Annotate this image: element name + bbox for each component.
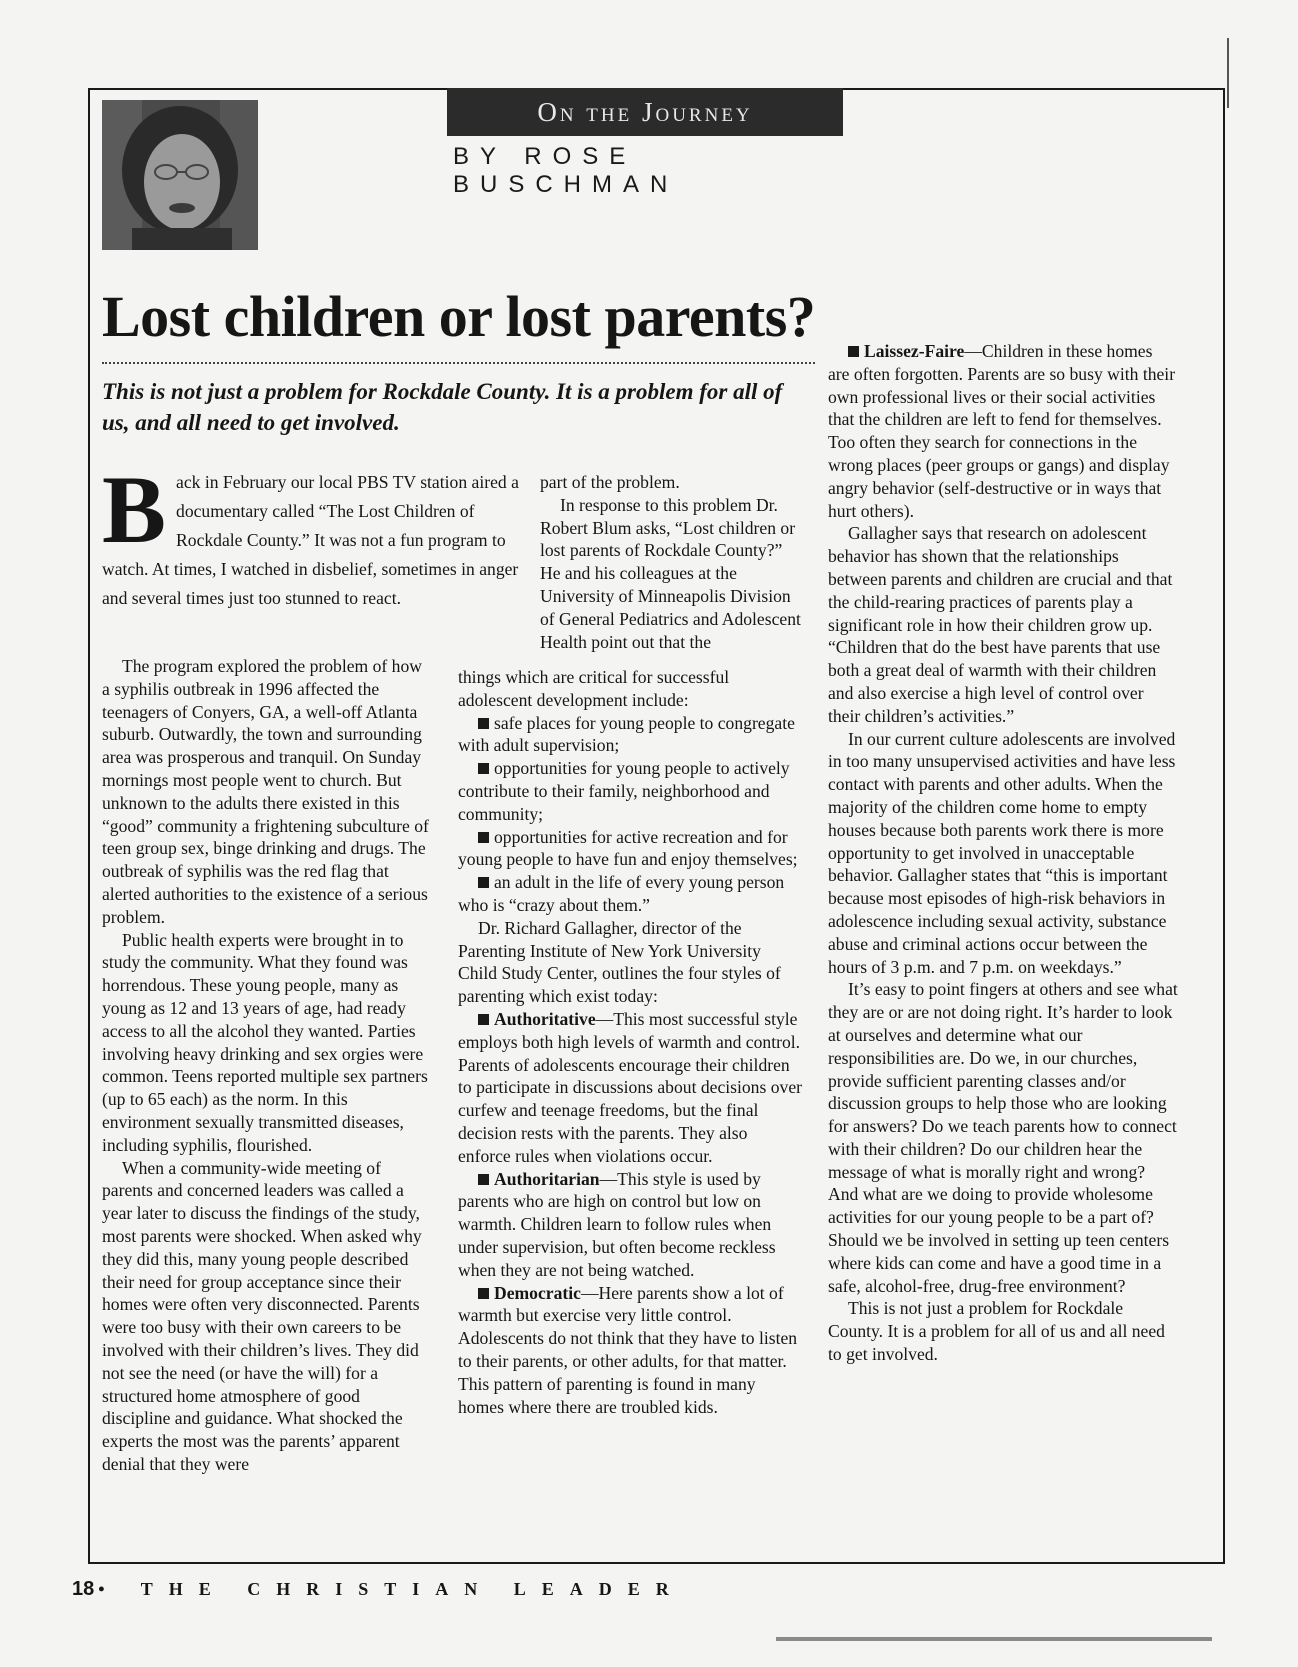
- paragraph: part of the problem.: [540, 472, 680, 492]
- paragraph: In response to this problem Dr. Robert Blum asks, “Lost children or lost parents of Rockdale County?” He and his colleagues at the University of Minneapolis Division of General Pediatrics and Adolescent Health point out that the: [540, 494, 801, 652]
- square-bullet-icon: [478, 1014, 489, 1025]
- square-bullet-icon: [478, 832, 489, 843]
- page-footer: [72, 1578, 685, 1601]
- author-photo: [102, 100, 258, 250]
- column-1: [102, 655, 430, 1476]
- scan-edge-line: [1227, 38, 1229, 108]
- square-bullet-icon: [478, 718, 489, 729]
- paragraph: Gallagher says that research on adolescent behavior has shown that the relationships between parents and children are crucial and that the child-rearing practices of parents play a significant role in how their children grow up. “Children that do the best have parents that use both a great deal of warmth with their children and also exercise a high level of control over their children’s activities.”: [828, 523, 1173, 726]
- page-number: 18: [72, 1578, 95, 1600]
- footer-separator: •: [98, 1579, 121, 1599]
- bullet-item: opportunities for active recreation and for young people to have fun and enjoy themselves;: [458, 826, 798, 870]
- style-item: Laissez-Faire—Children in these homes are often forgotten. Parents are so busy with their own professional lives or their social activities that the children are left to fend for themselves. Too often they search for connections in the wrong places (peer groups or gangs) and display angry behavior (self-destructive or in ways that hurt others).: [828, 341, 1176, 521]
- headline: Lost children or lost parents?: [102, 284, 816, 349]
- dotted-divider: [102, 362, 815, 364]
- column-2: [458, 666, 803, 1418]
- paragraph: This is not just a problem for Rockdale County. It is a problem for all of us and all need to get involved.: [828, 1298, 1165, 1365]
- paragraph: In our current culture adolescents are involved in too many unsupervised activities and have less contact with parents and other adults. When the majority of the children come home to empty houses because both parents work there is more opportunity to get involved in unacceptable behavior. Gallagher states that “this is important because most episodes of high-risk behaviors in adolescence including sexual activity, substance abuse and criminal actions occur between the hours of 3 p.m. and 7 p.m. on weekdays.”: [828, 728, 1176, 977]
- lead-paragraph: [102, 456, 532, 613]
- column-3: [828, 340, 1178, 1366]
- paragraph: It’s easy to point fingers at others and see what they are or are not doing right. It’s harder to look at ourselves and determine what our responsibilities are. Do we, in our churches, provide sufficient parenting classes and/or discussion groups to help those who are looking for answers? Do we teach parents how to connect with their children? Do our children hear the message of what is morally right and wrong? And what are we doing to provide wholesome activities for our young people to be a part of? Should we be involved in setting up teen centers where kids can come and have a good time in a safe, alcohol-free, drug-free environment?: [828, 979, 1178, 1296]
- style-item: Authoritative—This most successful style employs both high levels of warmth and control. Parents of adolescents encourage their children to participate in discussions about decisions over curfew and teenage freedoms, but the final decision rests with the parents. They also enforce rules when violations occur.: [458, 1008, 802, 1166]
- drop-cap: B: [102, 456, 167, 563]
- paragraph: The program explored the problem of how a syphilis outbreak in 1996 affected the teenagers of Conyers, GA, a well-off Atlanta suburb. Outwardly, the town and surrounding area was prosperous and tranquil. On Sunday mornings most people went to church. But unknown to the adults there existed in this “good” community a frightening subculture of teen group sex, binge drinking and drugs. The outbreak of syphilis was the red flag that alerted authorities to the existence of a serious problem.: [102, 656, 429, 927]
- paragraph: Dr. Richard Gallagher, director of the Parenting Institute of New York University Child Study Center, outlines the four styles of parenting which exist today:: [458, 917, 781, 1007]
- square-bullet-icon: [478, 763, 489, 774]
- bullet-item: an adult in the life of every young person who is “crazy about them.”: [458, 872, 785, 915]
- scan-bottom-line: [776, 1637, 1212, 1641]
- square-bullet-icon: [478, 1288, 489, 1299]
- square-bullet-icon: [478, 1174, 489, 1185]
- square-bullet-icon: [848, 346, 859, 357]
- byline: BY ROSE BUSCHMAN: [453, 143, 679, 198]
- column-2-top: [540, 471, 802, 653]
- column-banner: On the Journey: [447, 88, 843, 136]
- style-item: Democratic—Here parents show a lot of warmth but exercise very little control. Adolescents do not think that they have to listen to their parents, or other adults, for that matter. This pattern of parenting is found in many homes where there are troubled kids.: [458, 1282, 798, 1417]
- publication-name: THE CHRISTIAN LEADER: [140, 1579, 685, 1599]
- style-item: Authoritarian—This style is used by parents who are high on control but low on warmth. Children learn to follow rules when under supervision, but often become reckless when they are not being watched.: [458, 1168, 776, 1280]
- square-bullet-icon: [478, 877, 489, 888]
- bullet-item: opportunities for young people to actively contribute to their family, neighborhood and community;: [458, 758, 790, 824]
- lead-text: ack in February our local PBS TV station aired a documentary called “The Lost Children of Rockdale County.” It was not a fun program to watch. At times, I watched in disbelief, sometimes in anger and several times just too stunned to react.: [102, 472, 519, 608]
- bullet-item: safe places for young people to congregate with adult supervision;: [458, 712, 795, 756]
- paragraph: Public health experts were brought in to study the community. What they found was horrendous. These young people, many as young as 12 and 13 years of age, had ready access to all the alcohol they wanted. Parties involving heavy drinking and sex orgies were common. Teens reported multiple sex partners (up to 65 each) as the norm. In this environment sexually transmitted diseases, including syphilis, flourished.: [102, 929, 428, 1155]
- paragraph: When a community-wide meeting of parents and concerned leaders was called a year later to discuss the findings of the study, most parents were shocked. When asked why they did this, many young people described their need for group acceptance since their homes were often very disconnected. Parents were too busy with their own careers to be involved with their children’s lives. They did not see the need (or have the will) for a structured home atmosphere of good discipline and guidance. What shocked the experts the most was the parents’ apparent denial that they were: [102, 1157, 422, 1474]
- dek: This is not just a problem for Rockdale County. It is a problem for all of us, and all need to get involved.: [102, 379, 783, 435]
- paragraph: things which are critical for successful adolescent development include:: [458, 667, 730, 710]
